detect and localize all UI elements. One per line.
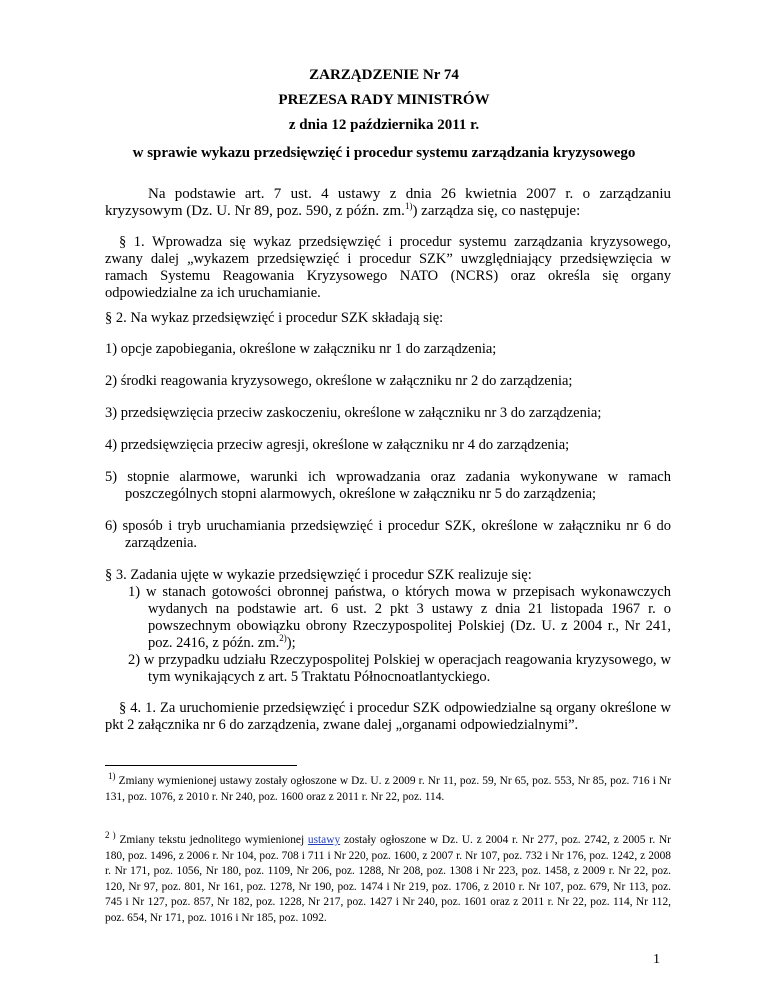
footnote-ref-2[interactable]: 2) [279,633,287,644]
footnote-ref-1[interactable]: 1) [404,201,413,211]
document-title: ZARZĄDZENIE Nr 74 [309,67,459,83]
footnote-mark: 2 ) [105,830,116,841]
list-item: 1) opcje zapobiegania, określone w załączniku nr 1 do zarządzenia; [105,341,497,357]
footnote-2: $^{2 )}$ Zmiany tekstu jednolitego wymienionej ustawy zostały ogłoszone w Dz. U. z 2004 r. Nr 277, poz. 2742, z 2005 r. Nr 180, poz. 1496, z 2006 r. Nr 104, poz. 708 i 711 i Nr 220, poz. 1600, z 2007 r. Nr 107, poz. 732 i Nr 176, poz. 1242, z 2008 r. Nr 171, poz. 1056, Nr 180, poz. 1109, Nr 206, poz. 1288, Nr 208, poz. 1308 i Nr 223, poz. 1458, z 2009 r. Nr 22, poz. 120, Nr 97, poz. 801, Nr 161, poz. 1278, Nr 190, poz. 1474 i Nr 219, poz. 1706, z 2010 r. Nr 107, poz. 679, Nr 113, poz. 745 i Nr 127, poz. 857, Nr 182, poz. 1228, Nr 217, poz. 1427 i Nr 240, poz. 1601 oraz z 2011 r. Nr 22, poz. 114, Nr 112, poz. 654, Nr 171, poz. 1016 i Nr 185, poz. 1092. [105,830,671,924]
section-4-paragraph: § 4. 1. Za uruchomienie przedsięwzięć i procedur SZK odpowiedzialne są organy określone w pkt 2 załącznika nr 6 do zarządzenia, zwane dalej „organami odpowiedzialnymi”. [105,700,671,733]
footnote-mark: 1) [108,771,116,782]
list-item: 3) przedsięwzięcia przeciw zaskoczeniu, określone w załączniku nr 3 do zarządzenia; [105,405,602,421]
list-item: 2) środki reagowania kryzysowego, określone w załączniku nr 2 do zarządzenia; [105,373,573,389]
section-2-paragraph: § 2. Na wykaz przedsięwzięć i procedur SZK składają się: [105,310,444,326]
footnote-divider [105,765,297,766]
document-subject: w sprawie wykazu przedsięwzięć i procedur systemu zarządzania kryzysowego [132,145,636,161]
document-issuer: PREZESA RADY MINISTRÓW [278,92,490,108]
document-date: z dnia 12 października 2011 r. [288,117,480,133]
section-3-paragraph: § 3. Zadania ujęte w wykazie przedsięwzięć i procedur SZK realizuje się: [105,567,532,583]
sublist-item: 2) w przypadku udziału Rzeczypospolitej Polskiej w operacjach reagowania kryzysowego, w tym wynikających z art. 5 Traktatu Północnoatlantyckiego. [128,652,671,685]
list-item: 6) sposób i tryb uruchamiania przedsięwzięć i procedur SZK, określone w załączniku nr 6 do zarządzenia. [105,518,671,551]
section-1-paragraph: § 1. Wprowadza się wykaz przedsięwzięć i procedur systemu zarządzania kryzysowego, zwany dalej „wykazem przedsięwzięć i procedur SZK” uwzględniający przedsięwzięcia w ramach Systemu Reagowania Kryzysowego NATO (NCRS) oraz określa się organy odpowiedzialne za ich uruchamianie. [105,234,671,301]
intro-paragraph: Na podstawie art. 7 ust. 4 ustawy z dnia 26 kwietnia 2007 r. o zarządzaniu kryzysowym (Dz. U. Nr 89, poz. 590, z późn. zm.$^{1)}$) zarządza się, co następuje: [105,186,671,219]
page-number: 1 [653,952,660,967]
sublist-item: 1) w stanach gotowości obronnej państwa, o których mowa w przepisach wykonawczych wydanych na podstawie art. 6 ust. 2 pkt 3 ustawy z dnia 21 listopada 1967 r. o powszechnym obowiązku obrony Rzeczypospolitej Polskiej (Dz. U. z 2004 r., Nr 241, poz. 2416, z późn. zm.$^{2)}$); [128,584,671,651]
list-item: 4) przedsięwzięcia przeciw agresji, określone w załączniku nr 4 do zarządzenia; [105,437,570,453]
list-item: 5) stopnie alarmowe, warunki ich wprowadzania oraz zadania wykonywane w ramach poszczególnych stopni alarmowych, określone w załączniku nr 5 do zarządzenia; [105,469,671,502]
ustawy-link[interactable]: ustawy [307,834,341,846]
footnote-1: $^{1)}$ Zmiany wymienionej ustawy zostały ogłoszone w Dz. U. z 2009 r. Nr 11, poz. 59, Nr 65, poz. 553, Nr 85, poz. 716 i Nr 131, poz. 1076, z 2010 r. Nr 240, poz. 1600 oraz z 2011 r. Nr 22, poz. 114. [105,771,671,803]
